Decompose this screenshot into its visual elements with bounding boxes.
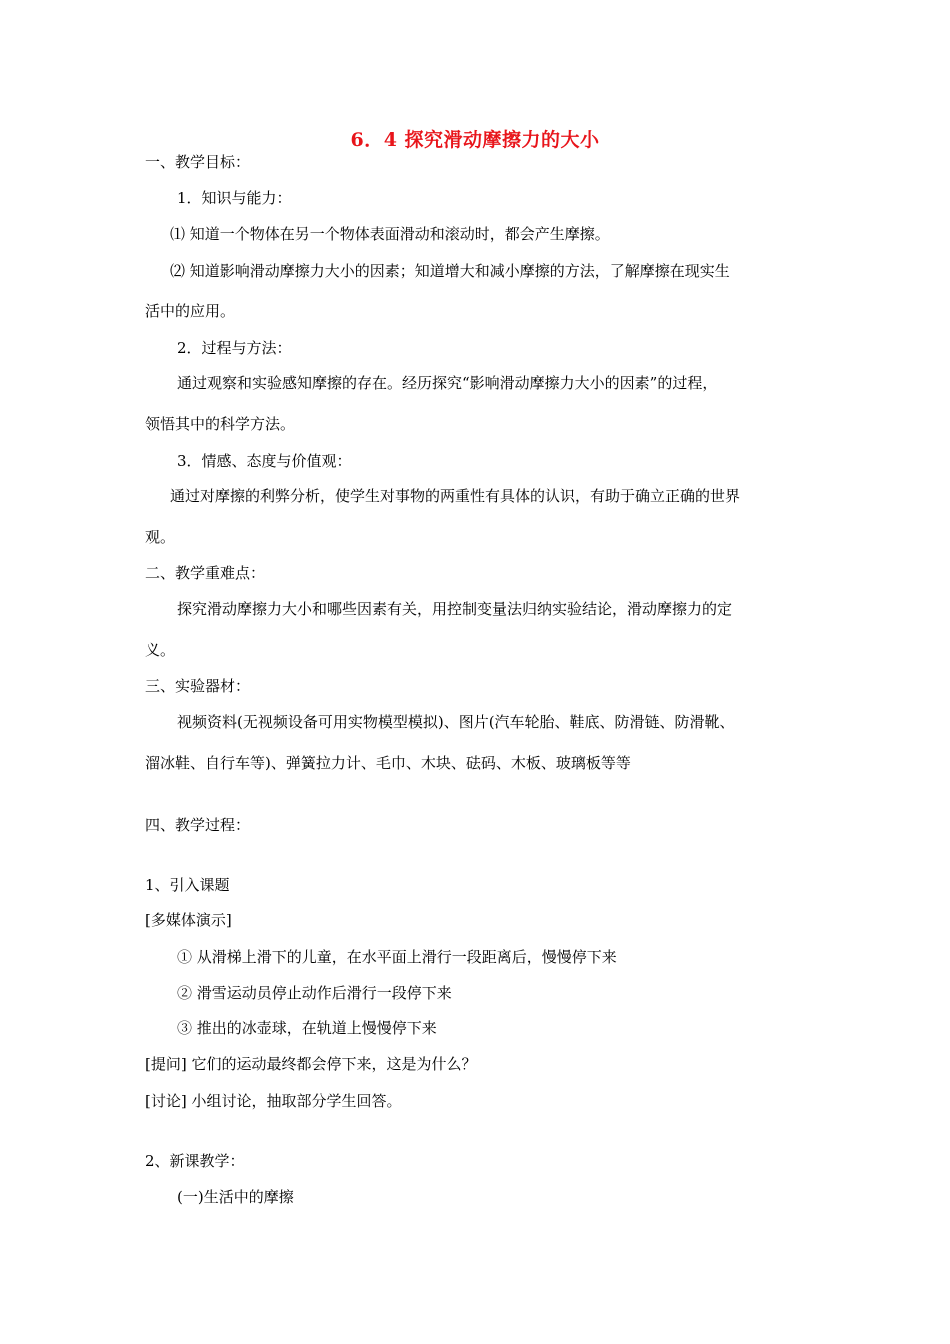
- paragraph-line: 领悟其中的科学方法。: [145, 415, 296, 433]
- paragraph-line: 溜冰鞋、自行车等)、弹簧拉力计、毛巾、木块、砝码、木板、玻璃板等等: [145, 754, 631, 772]
- subheading-new-lesson: 2、新课教学：: [145, 1152, 245, 1170]
- subheading-friction-in-life: (一)生活中的摩擦: [177, 1188, 294, 1206]
- label-multimedia: [多媒体演示]: [145, 911, 232, 929]
- paragraph-line: ⑴ 知道一个物体在另一个物体表面滑动和滚动时，都会产生摩擦。: [170, 225, 610, 243]
- label-question: [提问] 它们的运动最终都会停下来，这是为什么？: [145, 1055, 477, 1073]
- label-discussion: [讨论] 小组讨论，抽取部分学生回答。: [145, 1092, 402, 1110]
- section-heading-process: 四、教学过程：: [145, 816, 251, 834]
- paragraph-line: 通过对摩擦的利弊分析，使学生对事物的两重性有具体的认识，有助于确立正确的世界: [170, 487, 741, 505]
- paragraph-line: 观。: [145, 528, 176, 546]
- section-heading-materials: 三、实验器材：: [145, 677, 251, 695]
- paragraph-line: 视频资料(无视频设备可用实物模型模拟)、图片(汽车轮胎、鞋底、防滑链、防滑靴、: [177, 713, 735, 731]
- paragraph-line: 义。: [145, 641, 176, 659]
- section-heading-key-points: 二、教学重难点：: [145, 564, 266, 582]
- subheading-values: 3．情感、态度与价值观：: [177, 452, 352, 470]
- section-heading-objectives: 一、教学目标：: [145, 153, 251, 171]
- list-item: ③ 推出的冰壶球，在轨道上慢慢停下来: [177, 1019, 437, 1037]
- subheading-knowledge: 1．知识与能力：: [177, 189, 292, 207]
- list-item: ① 从滑梯上滑下的儿童，在水平面上滑行一段距离后，慢慢停下来: [177, 948, 617, 966]
- list-item: ② 滑雪运动员停止动作后滑行一段停下来: [177, 984, 452, 1002]
- subheading-introduction: 1、引入课题: [145, 876, 230, 894]
- document-title: 6．4 探究滑动摩擦力的大小: [350, 129, 600, 151]
- paragraph-line: 活中的应用。: [145, 302, 236, 320]
- subheading-process: 2．过程与方法：: [177, 339, 292, 357]
- paragraph-line: 探究滑动摩擦力大小和哪些因素有关，用控制变量法归纳实验结论，滑动摩擦力的定: [177, 600, 733, 618]
- paragraph-line: 通过观察和实验感知摩擦的存在。经历探究“影响滑动摩擦力大小的因素”的过程，: [177, 374, 718, 392]
- paragraph-line: ⑵ 知道影响滑动摩擦力大小的因素；知道增大和减小摩擦的方法，了解摩擦在现实生: [170, 262, 730, 280]
